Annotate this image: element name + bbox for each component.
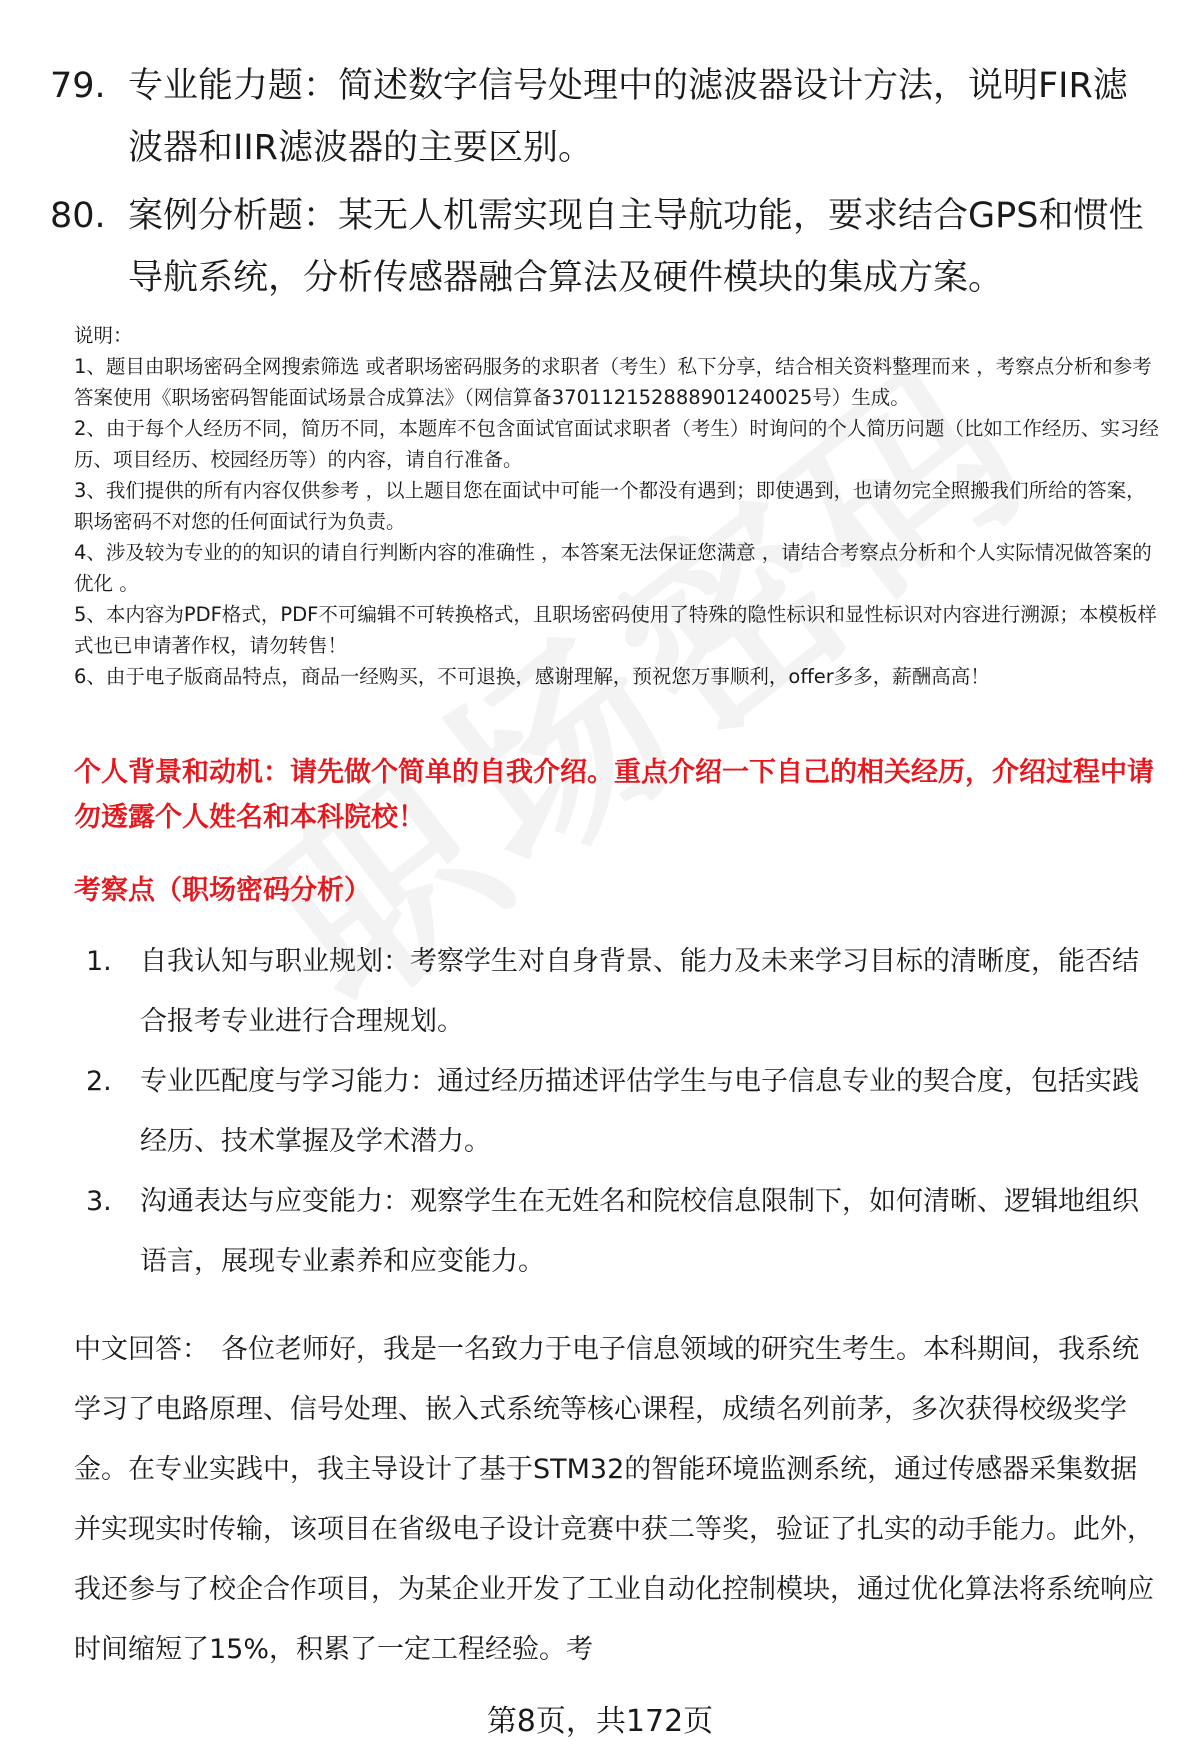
list-item	[74, 1052, 1159, 1172]
question-79	[50, 55, 1150, 179]
question-number: 79.	[50, 66, 106, 106]
list-item-text: 专业匹配度与学习能力：通过经历描述评估学生与电子信息专业的契合度，包括实践经历、技术掌握及学术潜力。	[140, 1066, 1139, 1157]
kaochadian-title: 考察点（职场密码分析）	[74, 875, 371, 906]
notes-section	[74, 320, 1159, 692]
list-item-number: 1.	[86, 946, 112, 977]
answer-label: 中文回答：	[74, 1334, 209, 1365]
note-item: 4、涉及较为专业的的知识的请自行判断内容的准确性 ，本答案无法保证您满意 ，请结合考察点分析和个人实际情况做答案的优化 。	[74, 541, 1152, 595]
answer-text: 各位老师好，我是一名致力于电子信息领域的研究生考生。本科期间，我系统学习了电路原理、信号处理、嵌入式系统等核心课程，成绩名列前茅，多次获得校级奖学金。在专业实践中，我主导设计了基于STM32的智能环境监测系统，通过传感器采集数据并实现实时传输，该项目在省级电子设计竞赛中获二等奖，验证了扎实的动手能力。此外，我还参与了校企合作项目，为某企业开发了工业自动化控制模块，通过优化算法将系统响应时间缩短了15%，积累了一定工程经验。考	[74, 1334, 1154, 1665]
note-item: 1、题目由职场密码全网搜索筛选 或者职场密码服务的求职者（考生）私下分享，结合相关资料整理而来 ，考察点分析和参考答案使用《职场密码智能面试场景合成算法》（网信算备370112152888901240025号）生成。	[74, 355, 1152, 409]
note-item: 5、本内容为PDF格式，PDF不可编辑不可转换格式，且职场密码使用了特殊的隐性标识和显性标识对内容进行溯源；本模板样式也已申请著作权，请勿转售！	[74, 603, 1157, 657]
list-item-number: 3.	[86, 1186, 112, 1217]
list-item-number: 2.	[86, 1066, 112, 1097]
note-item: 2、由于每个人经历不同，简历不同，本题库不包含面试官面试求职者（考生）时询问的个人简历问题（比如工作经历、实习经历、项目经历、校园经历等）的内容，请自行准备。	[74, 417, 1159, 471]
question-text: 专业能力题：简述数字信号处理中的滤波器设计方法，说明FIR滤波器和IIR滤波器的主要区别。	[128, 66, 1128, 168]
note-item: 6、由于电子版商品特点，商品一经购买，不可退换，感谢理解，预祝您万事顺利，offer多多，薪酬高高！	[74, 665, 990, 688]
question-80	[50, 185, 1150, 309]
list-item-text: 沟通表达与应变能力：观察学生在无姓名和院校信息限制下，如何清晰、逻辑地组织语言，展现专业素养和应变能力。	[140, 1186, 1139, 1277]
list-item	[74, 932, 1159, 1052]
answer-paragraph	[74, 1320, 1154, 1680]
notes-heading: 说明：	[74, 324, 133, 347]
question-text: 案例分析题：某无人机需实现自主导航功能，要求结合GPS和惯性导航系统，分析传感器融合算法及硬件模块的集成方案。	[128, 196, 1144, 298]
kaochadian-list	[74, 932, 1159, 1292]
list-item	[74, 1172, 1159, 1292]
note-item: 3、我们提供的所有内容仅供参考 ，以上题目您在面试中可能一个都没有遇到；即使遇到，也请勿完全照搬我们所给的答案，职场密码不对您的任何面试行为负责。	[74, 479, 1146, 533]
intro-question: 个人背景和动机：请先做个简单的自我介绍。重点介绍一下自己的相关经历，介绍过程中请勿透露个人姓名和本科院校！	[74, 757, 1154, 833]
page-footer: 第8页，共172页	[486, 1704, 714, 1739]
list-item-text: 自我认知与职业规划：考察学生对自身背景、能力及未来学习目标的清晰度，能否结合报考专业进行合理规划。	[140, 946, 1139, 1037]
question-number: 80.	[50, 196, 106, 236]
